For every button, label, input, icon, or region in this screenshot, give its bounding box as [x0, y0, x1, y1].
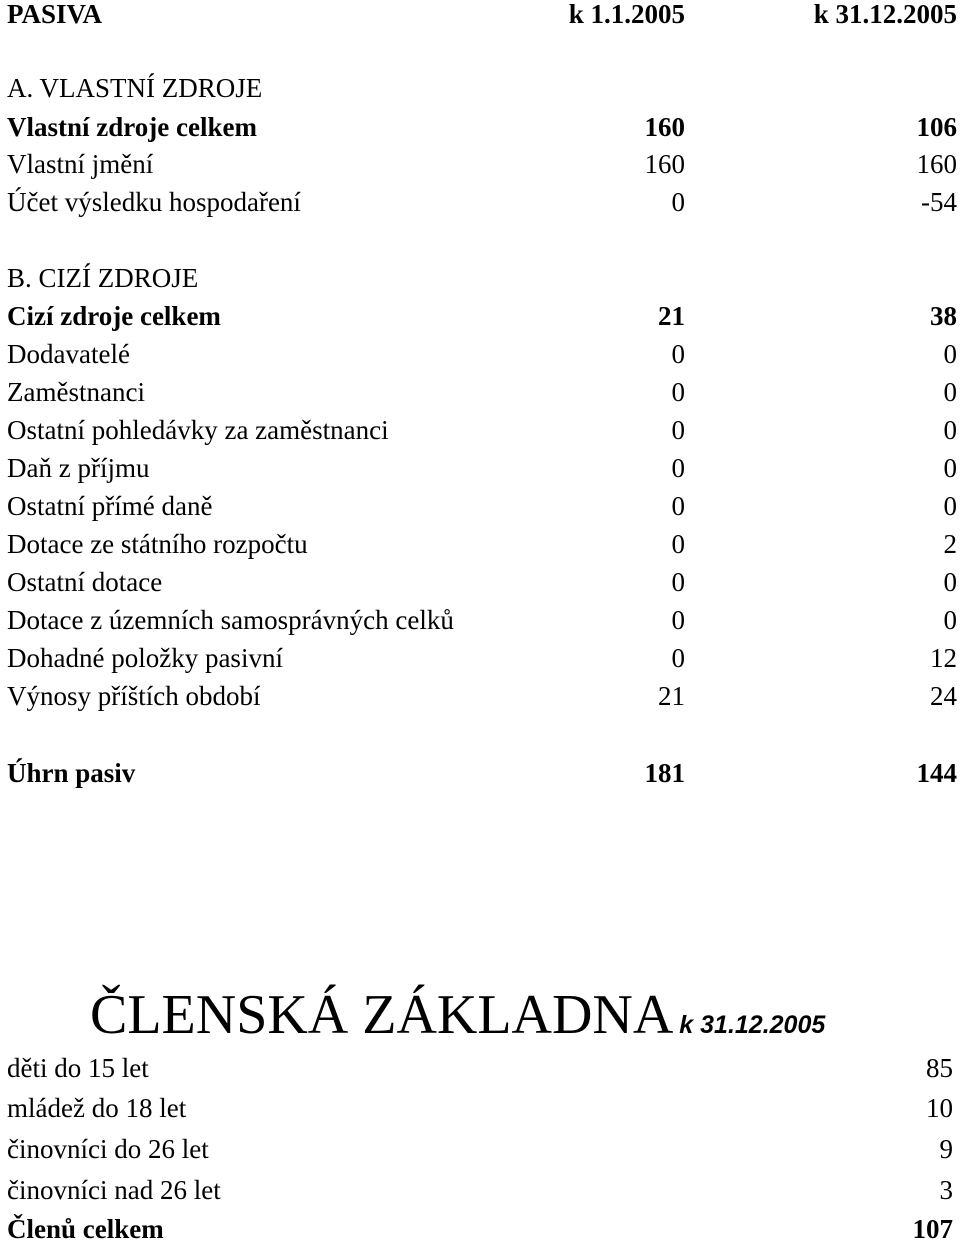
table-row	[7, 451, 957, 485]
member-label: činovníci do 26 let	[7, 1134, 209, 1164]
row-value-end: -54	[921, 187, 957, 217]
member-label: děti do 15 let	[7, 1053, 149, 1083]
header-label: PASIVA	[7, 0, 103, 29]
row-value-end: 160	[916, 149, 957, 179]
membership-title-text: ČLENSKÁ ZÁKLADNA	[90, 984, 674, 1046]
total-label: Úhrn pasiv	[7, 758, 136, 788]
membership-date: k 31.12.2005	[679, 1011, 826, 1039]
row-label: Zaměstnanci	[7, 377, 145, 407]
member-value: 3	[939, 1175, 953, 1205]
total-row	[7, 756, 957, 790]
row-value-start: 160	[644, 149, 685, 179]
membership-total-value: 107	[912, 1214, 953, 1244]
row-label: Vlastní jmění	[7, 149, 154, 179]
row-label: Vlastní zdroje celkem	[7, 112, 257, 142]
row-value-end: 0	[943, 491, 957, 521]
table-row	[7, 565, 957, 599]
section-a-heading	[7, 71, 957, 105]
table-row	[7, 527, 957, 561]
table-row	[7, 337, 957, 371]
row-label: Dohadné položky pasivní	[7, 643, 283, 673]
table-row	[7, 413, 957, 447]
table-row	[7, 375, 957, 409]
member-value: 9	[939, 1134, 953, 1164]
section-b-heading-text: B. CIZÍ ZDROJE	[7, 263, 199, 293]
row-value-start: 0	[671, 187, 685, 217]
row-value-end: 0	[943, 339, 957, 369]
member-label: mládež do 18 let	[7, 1093, 187, 1123]
header-col2: k 31.12.2005	[813, 0, 957, 29]
row-value-start: 0	[671, 529, 685, 559]
row-value-end: 0	[943, 415, 957, 445]
row-value-start: 21	[658, 681, 685, 711]
row-value-end: 24	[930, 681, 957, 711]
header-col1: k 1.1.2005	[568, 0, 685, 29]
table-row	[7, 147, 957, 181]
row-value-end: 0	[943, 567, 957, 597]
row-label: Dodavatelé	[7, 339, 130, 369]
row-value-end: 0	[943, 377, 957, 407]
list-item	[7, 1049, 953, 1087]
row-label: Ostatní dotace	[7, 567, 163, 597]
row-value-start: 0	[671, 339, 685, 369]
membership-total-label: Členů celkem	[7, 1214, 164, 1244]
table-row	[7, 489, 957, 523]
table-row	[7, 641, 957, 675]
row-label: Dotace ze státního rozpočtu	[7, 529, 308, 559]
row-value-end: 12	[930, 643, 957, 673]
row-label: Účet výsledku hospodaření	[7, 187, 301, 217]
member-value: 85	[926, 1053, 953, 1083]
header-row	[7, 0, 957, 31]
row-value-end: 106	[916, 112, 957, 142]
row-value-end: 38	[930, 301, 957, 331]
row-value-start: 0	[671, 377, 685, 407]
membership-total-row	[7, 1210, 953, 1248]
member-label: činovníci nad 26 let	[7, 1175, 221, 1205]
row-label: Daň z příjmu	[7, 453, 150, 483]
table-row	[7, 603, 957, 637]
row-value-start: 0	[671, 605, 685, 635]
member-value: 10	[926, 1093, 953, 1123]
table-row	[7, 299, 957, 333]
table-row	[7, 185, 957, 219]
row-label: Výnosy příštích období	[7, 681, 261, 711]
row-label: Dotace z územních samosprávných celků	[7, 605, 454, 635]
total-value-start: 181	[644, 758, 685, 788]
row-value-start: 21	[658, 301, 685, 331]
row-value-end: 2	[943, 529, 957, 559]
section-b-heading	[7, 261, 957, 295]
row-value-start: 160	[644, 112, 685, 142]
row-value-start: 0	[671, 453, 685, 483]
row-value-start: 0	[671, 643, 685, 673]
total-value-end: 144	[916, 758, 957, 788]
list-item	[7, 1171, 953, 1209]
list-item	[7, 1130, 953, 1168]
table-row	[7, 679, 957, 713]
table-row	[7, 110, 957, 144]
section-a-heading-text: A. VLASTNÍ ZDROJE	[7, 73, 263, 103]
row-value-start: 0	[671, 491, 685, 521]
list-item	[7, 1089, 953, 1127]
row-label: Ostatní pohledávky za zaměstnanci	[7, 415, 389, 445]
membership-title	[90, 980, 825, 1050]
row-label: Ostatní přímé daně	[7, 491, 213, 521]
row-label: Cizí zdroje celkem	[7, 301, 221, 331]
row-value-end: 0	[943, 605, 957, 635]
row-value-start: 0	[671, 567, 685, 597]
row-value-start: 0	[671, 415, 685, 445]
row-value-end: 0	[943, 453, 957, 483]
